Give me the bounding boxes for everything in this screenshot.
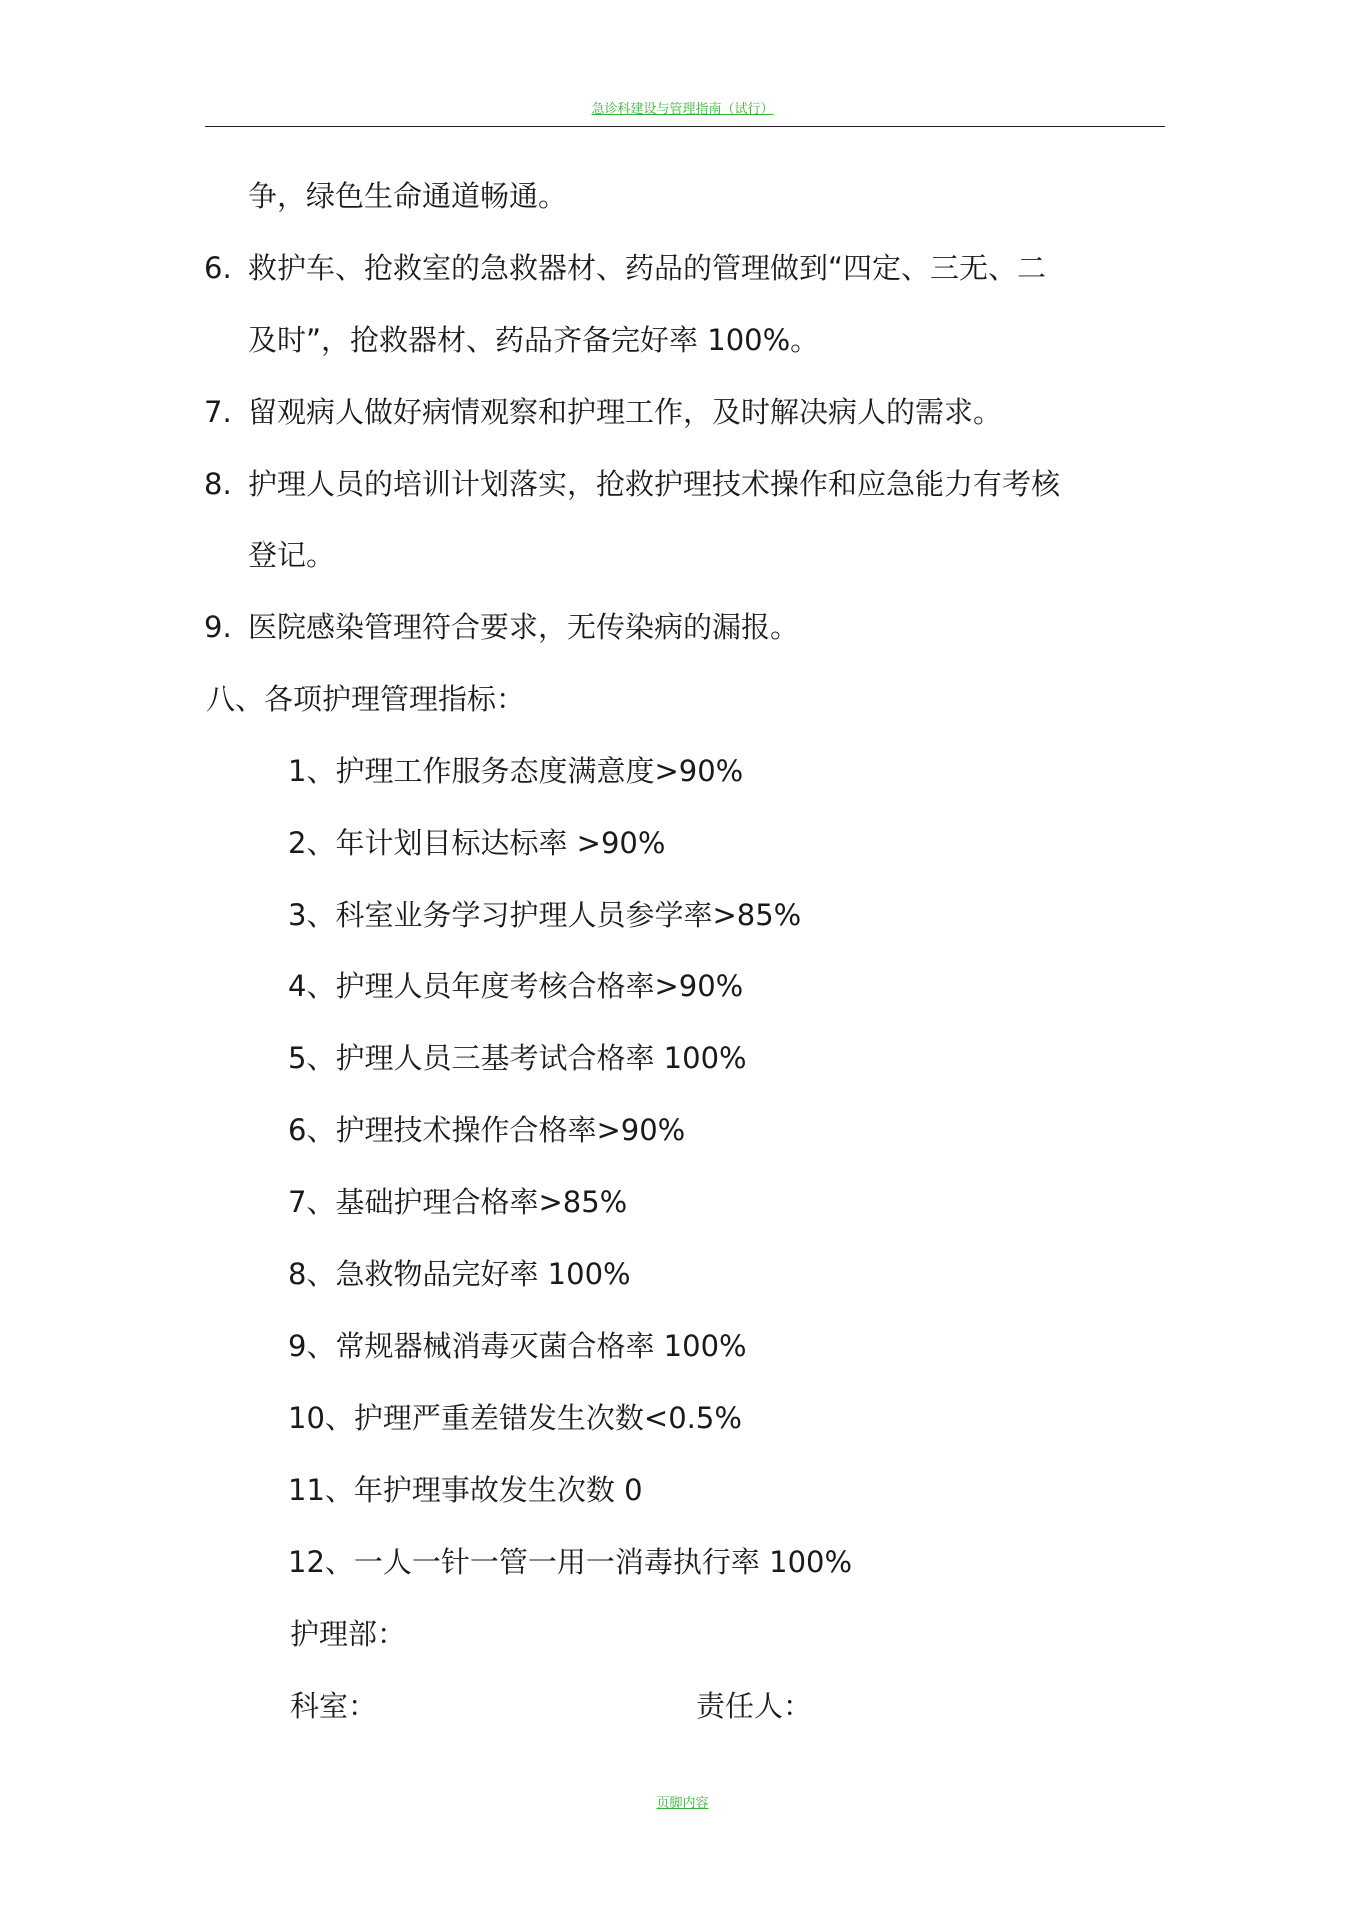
list-item-7-text: 留观病人做好病情观察和护理工作，及时解决病人的需求。 (248, 395, 1003, 429)
list-item-8-number: 8. (204, 467, 232, 501)
list-item-9-number: 9. (204, 610, 232, 644)
list-item-6 (204, 250, 1046, 286)
indicator-10: 10、护理严重差错发生次数<0.5% (288, 1401, 742, 1435)
responsible-person-label: 责任人： (696, 1689, 813, 1723)
list-item-8-continued: 登记。 (248, 538, 336, 572)
indicator-6: 6、护理技术操作合格率>90% (288, 1113, 686, 1147)
indicator-1: 1、护理工作服务态度满意度>90% (288, 754, 744, 788)
page-footer: 页脚内容 (656, 1796, 709, 1811)
list-item-9-text: 医院感染管理符合要求，无传染病的漏报。 (248, 610, 800, 644)
page-header: 急诊科建设与管理指南（试行） (591, 102, 774, 117)
nursing-dept-label: 护理部： (290, 1617, 407, 1651)
list-item-8-text: 护理人员的培训计划落实，抢救护理技术操作和应急能力有考核 (248, 467, 1061, 501)
list-item-6-text: 救护车、抢救室的急救器材、药品的管理做到“四定、三无、二 (248, 251, 1047, 285)
continued-line: 争，绿色生命通道畅通。 (248, 179, 568, 213)
indicator-11: 11、年护理事故发生次数 0 (288, 1473, 643, 1507)
section-heading: 八、各项护理管理指标： (206, 682, 526, 716)
indicator-5: 5、护理人员三基考试合格率 100% (288, 1041, 747, 1075)
indicator-3: 3、科室业务学习护理人员参学率>85% (288, 898, 802, 932)
list-item-6-number: 6. (204, 251, 232, 285)
indicator-8: 8、急救物品完好率 100% (288, 1257, 631, 1291)
list-item-7-number: 7. (204, 395, 232, 429)
indicator-9: 9、常规器械消毒灭菌合格率 100% (288, 1329, 747, 1363)
indicator-12: 12、一人一针一管一用一消毒执行率 100% (288, 1545, 853, 1579)
list-item-6-continued: 及时”，抢救器材、药品齐备完好率 100%。 (248, 323, 820, 357)
list-item-9 (204, 609, 799, 645)
list-item-8 (204, 466, 1060, 502)
header-divider (205, 126, 1165, 127)
list-item-7 (204, 394, 1002, 430)
indicator-4: 4、护理人员年度考核合格率>90% (288, 969, 744, 1003)
indicator-7: 7、基础护理合格率>85% (288, 1185, 628, 1219)
indicator-2: 2、年计划目标达标率 >90% (288, 826, 666, 860)
department-label: 科室： (290, 1689, 378, 1723)
